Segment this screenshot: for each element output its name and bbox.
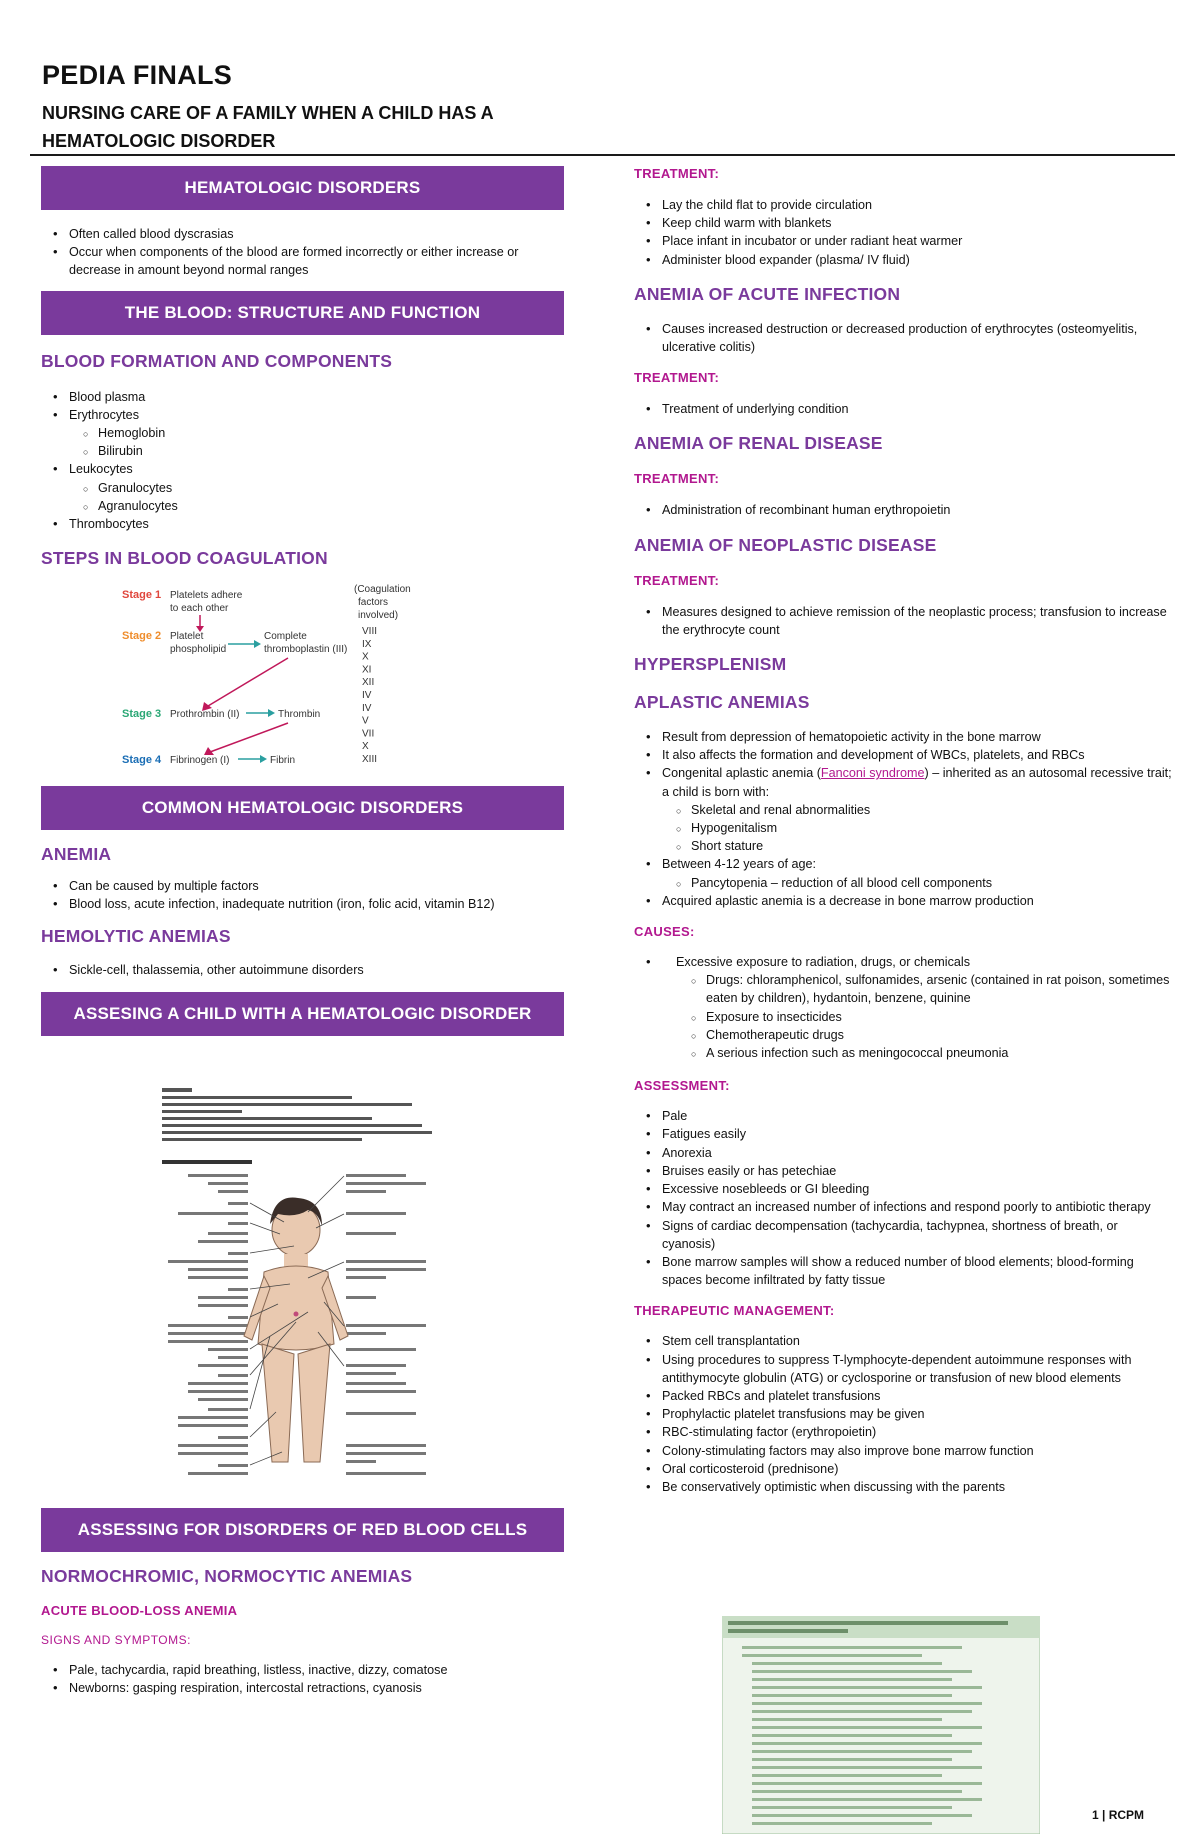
platelets-adhere-text-1: Platelets adhere <box>170 590 243 601</box>
factors-header-3: involved) <box>358 610 399 621</box>
therapeutic-list <box>634 1332 1174 1496</box>
list-item: • Signs of cardiac decompensation (tachycardia, tachypnea, shortness of breath, or cyanosis) <box>634 1217 1174 1253</box>
list-item: • Administration of recombinant human erythropoietin <box>634 501 1174 519</box>
arrowhead <box>254 640 261 648</box>
list-item: • Bruises easily or has petechiae <box>634 1162 1174 1180</box>
arrowhead <box>268 709 275 717</box>
section-bar-common-disorders: COMMON HEMATOLOGIC DISORDERS <box>41 786 564 830</box>
fanconi-syndrome-link[interactable]: Fanconi syndrome <box>820 766 925 781</box>
section-bar-hematologic-disorders: HEMATOLOGIC DISORDERS <box>41 166 564 210</box>
congenital-text-pre: Congenital aplastic anemia ( <box>662 766 821 781</box>
list-item: • Between 4-12 years of age: <box>634 855 1174 873</box>
hematologic-disorders-list <box>41 225 564 280</box>
section-bar-assessing-child: ASSESING A CHILD WITH A HEMATOLOGIC DISORDER <box>41 992 564 1036</box>
heading-normochromic: NORMOCHROMIC, NORMOCYTIC ANEMIAS <box>41 1566 413 1586</box>
document-title: PEDIA FINALS <box>42 60 233 90</box>
list-item: • Blood loss, acute infection, inadequate nutrition (iron, folic acid, vitamin B12) <box>41 895 564 913</box>
list-item: • Prophylactic platelet transfusions may be given <box>634 1405 1174 1423</box>
right-column <box>634 166 1174 1496</box>
list-item: • Keep child warm with blankets <box>634 214 1174 232</box>
treatment-list <box>634 196 1174 269</box>
section-bar-rbc-disorders: ASSESSING FOR DISORDERS OF RED BLOOD CELLS <box>41 1508 564 1552</box>
anemia-list <box>41 877 564 913</box>
list-item: • Pale, tachycardia, rapid breathing, listless, inactive, dizzy, comatose <box>41 1661 564 1679</box>
list-item: • RBC-stimulating factor (erythropoietin) <box>634 1423 1174 1441</box>
heading-treatment: TREATMENT: <box>634 471 720 487</box>
list-item: • Fatigues easily <box>634 1125 1174 1143</box>
list-subitem: ○ Agranulocytes <box>41 497 564 515</box>
complete-text-2: thromboplastin (III) <box>264 644 348 655</box>
stage2-label: Stage 2 <box>122 630 162 642</box>
factor-item: IV <box>362 702 372 714</box>
list-item: • Be conservatively optimistic when discussing with the parents <box>634 1478 1174 1496</box>
platelet-text-1: Platelet <box>170 631 204 642</box>
list-subitem: ○ Drugs: chloramphenicol, sulfonamides, arsenic (contained in rat poison, sometimes eaten by children), hydantoin, benzene, quinine <box>634 971 1174 1007</box>
list-subitem: ○ Chemotherapeutic drugs <box>634 1026 1174 1044</box>
list-item: • Newborns: gasping respiration, intercostal retractions, cyanosis <box>41 1679 564 1697</box>
page-footer: 1 | RCPM <box>1092 1808 1145 1822</box>
list-item: • Can be caused by multiple factors <box>41 877 564 895</box>
factors-header-1: (Coagulation <box>354 584 411 595</box>
list-item: • Sickle-cell, thalassemia, other autoimmune disorders <box>41 961 564 979</box>
heading-neoplastic: ANEMIA OF NEOPLASTIC DISEASE <box>634 534 937 555</box>
box-text-lines <box>742 1646 982 1825</box>
list-item: • Using procedures to suppress T-lymphocyte-dependent autoimmune responses with antithymocyte globulin (ATG) or cyclosporine or transfusion of new blood elements <box>634 1351 1174 1387</box>
heading-causes: CAUSES: <box>634 924 695 940</box>
left-column <box>41 166 564 569</box>
factor-item: VII <box>362 728 375 740</box>
heading-assessment: ASSESSMENT: <box>634 1078 730 1094</box>
document-header <box>42 60 1172 155</box>
list-subitem: ○ Hypogenitalism <box>634 819 1174 837</box>
acute-infection-list <box>634 320 1174 356</box>
thrombin-text: Thrombin <box>278 709 321 720</box>
factor-item: XI <box>362 664 372 676</box>
list-item <box>634 764 1174 800</box>
assessment-list <box>634 1107 1174 1289</box>
factor-item: XII <box>362 677 375 689</box>
heading-renal: ANEMIA OF RENAL DISEASE <box>634 433 883 454</box>
section-bar-blood-structure: THE BLOOD: STRUCTURE AND FUNCTION <box>41 291 564 335</box>
signs-list <box>41 1661 564 1697</box>
left-column-bottom <box>41 1508 564 1697</box>
factor-item: IX <box>362 638 372 650</box>
heading-aplastic: APLASTIC ANEMIAS <box>634 692 810 713</box>
fibrinogen-text: Fibrinogen (I) <box>170 755 230 766</box>
list-item: • Occur when components of the blood are formed incorrectly or either increase or decrease in amount beyond normal ranges <box>41 243 564 279</box>
list-item: • Causes increased destruction or decreased production of erythrocytes (osteomyelitis, ulcerative colitis) <box>634 320 1174 356</box>
heading-coagulation: STEPS IN BLOOD COAGULATION <box>41 548 328 569</box>
coagulation-stages-figure <box>118 578 438 770</box>
list-item: • Oral corticosteroid (prednisone) <box>634 1460 1174 1478</box>
causes-list <box>634 953 1174 1062</box>
fibrin-text: Fibrin <box>270 755 296 766</box>
factor-item: V <box>362 715 369 727</box>
factor-item: X <box>362 741 369 753</box>
physical-exam-heading <box>162 1160 252 1164</box>
heading-therapeutic: THERAPEUTIC MANAGEMENT: <box>634 1303 835 1319</box>
list-subitem: ○ Exposure to insecticides <box>634 1008 1174 1026</box>
list-subitem: ○ Bilirubin <box>41 442 564 460</box>
blood-components-list <box>41 388 564 534</box>
child-assessment-figure <box>158 1082 440 1500</box>
list-item: • Result from depression of hematopoietic activity in the bone marrow <box>634 728 1174 746</box>
arrow-diagonal-2 <box>210 723 288 752</box>
prothrombin-text: Prothrombin (II) <box>170 709 240 720</box>
treatment-list <box>634 400 1174 418</box>
list-subitem: ○ Hemoglobin <box>41 424 564 442</box>
box-header <box>722 1616 1040 1638</box>
left-column-lower <box>41 786 564 1036</box>
platelets-adhere-text-2: to each other <box>170 603 229 614</box>
heading-anemia: ANEMIA <box>41 844 112 864</box>
treatment-list <box>634 501 1174 519</box>
list-item: • Thrombocytes <box>41 515 564 533</box>
list-item: • Colony-stimulating factors may also improve bone marrow function <box>634 1442 1174 1460</box>
factor-list <box>362 626 377 765</box>
list-item: • Stem cell transplantation <box>634 1332 1174 1350</box>
list-item: • Place infant in incubator or under radiant heat warmer <box>634 232 1174 250</box>
heading-hemolytic: HEMOLYTIC ANEMIAS <box>41 926 231 947</box>
header-divider <box>30 154 1175 156</box>
hemolytic-list <box>41 961 564 979</box>
list-item: • Treatment of underlying condition <box>634 400 1174 418</box>
heading-treatment: TREATMENT: <box>634 166 720 181</box>
heading-acute-blood-loss: ACUTE BLOOD-LOSS ANEMIA <box>41 1603 238 1618</box>
factor-item: IV <box>362 690 372 701</box>
document-subtitle: NURSING CARE OF A FAMILY WHEN A CHILD HAS A HEMATOLOGIC DISORDER <box>42 103 494 151</box>
arrowhead <box>260 755 267 763</box>
stage4-label: Stage 4 <box>122 754 162 766</box>
list-item: • Anorexia <box>634 1144 1174 1162</box>
list-item: • Pale <box>634 1107 1174 1125</box>
list-item: • Acquired aplastic anemia is a decrease in bone marrow production <box>634 892 1174 910</box>
stage3-label: Stage 3 <box>122 708 162 720</box>
heading-treatment: TREATMENT: <box>634 370 720 386</box>
heading-hypersplenism: HYPERSPLENISM <box>634 654 787 675</box>
list-subitem: ○ Pancytopenia – reduction of all blood cell components <box>634 874 1174 892</box>
thrombocytopenia-box-figure <box>722 1616 1040 1834</box>
stage1-label: Stage 1 <box>122 589 162 601</box>
list-item: • Packed RBCs and platelet transfusions <box>634 1387 1174 1405</box>
list-item: • Measures designed to achieve remission of the neoplastic process; transfusion to increase the erythrocyte count <box>634 603 1174 639</box>
heading-signs-symptoms: SIGNS AND SYMPTOMS: <box>41 1633 191 1647</box>
treatment-list <box>634 603 1174 639</box>
list-item: • Leukocytes <box>41 460 564 478</box>
factor-item: VIII <box>362 626 378 637</box>
list-subitem: ○ Granulocytes <box>41 479 564 497</box>
list-item: • Often called blood dyscrasias <box>41 225 564 243</box>
list-item: • Bone marrow samples will show a reduced number of blood elements; blood-forming spaces become infiltrated by fatty tissue <box>634 1253 1174 1289</box>
heading-blood-formation: BLOOD FORMATION AND COMPONENTS <box>41 350 393 371</box>
list-subitem: ○ Short stature <box>634 837 1174 855</box>
arrow-diagonal-1 <box>208 658 288 706</box>
factor-item: XIII <box>362 754 378 765</box>
factors-header-2: factors <box>358 597 389 608</box>
list-subitem: ○ A serious infection such as meningococcal pneumonia <box>634 1044 1174 1062</box>
list-item: • May contract an increased number of infections and respond poorly to antibiotic therapy <box>634 1198 1174 1216</box>
platelet-text-2: phospholipid <box>170 644 227 655</box>
heading-treatment: TREATMENT: <box>634 572 720 588</box>
list-item: • It also affects the formation and development of WBCs, platelets, and RBCs <box>634 746 1174 764</box>
list-item: • Erythrocytes <box>41 406 564 424</box>
list-item: • Blood plasma <box>41 388 564 406</box>
heading-acute-infection: ANEMIA OF ACUTE INFECTION <box>634 283 901 304</box>
aplastic-list <box>634 728 1174 910</box>
congenital-text-post: ) – inherited as an autosomal recessive trait; a child is born with: <box>662 766 1172 799</box>
factor-item: X <box>362 651 369 663</box>
list-item: • Excessive nosebleeds or GI bleeding <box>634 1180 1174 1198</box>
list-item: • Administer blood expander (plasma/ IV fluid) <box>634 251 1174 269</box>
complete-text-1: Complete <box>264 631 307 642</box>
list-item: • Excessive exposure to radiation, drugs, or chemicals <box>634 953 1174 971</box>
list-subitem: ○ Skeletal and renal abnormalities <box>634 801 1174 819</box>
list-item: • Lay the child flat to provide circulation <box>634 196 1174 214</box>
